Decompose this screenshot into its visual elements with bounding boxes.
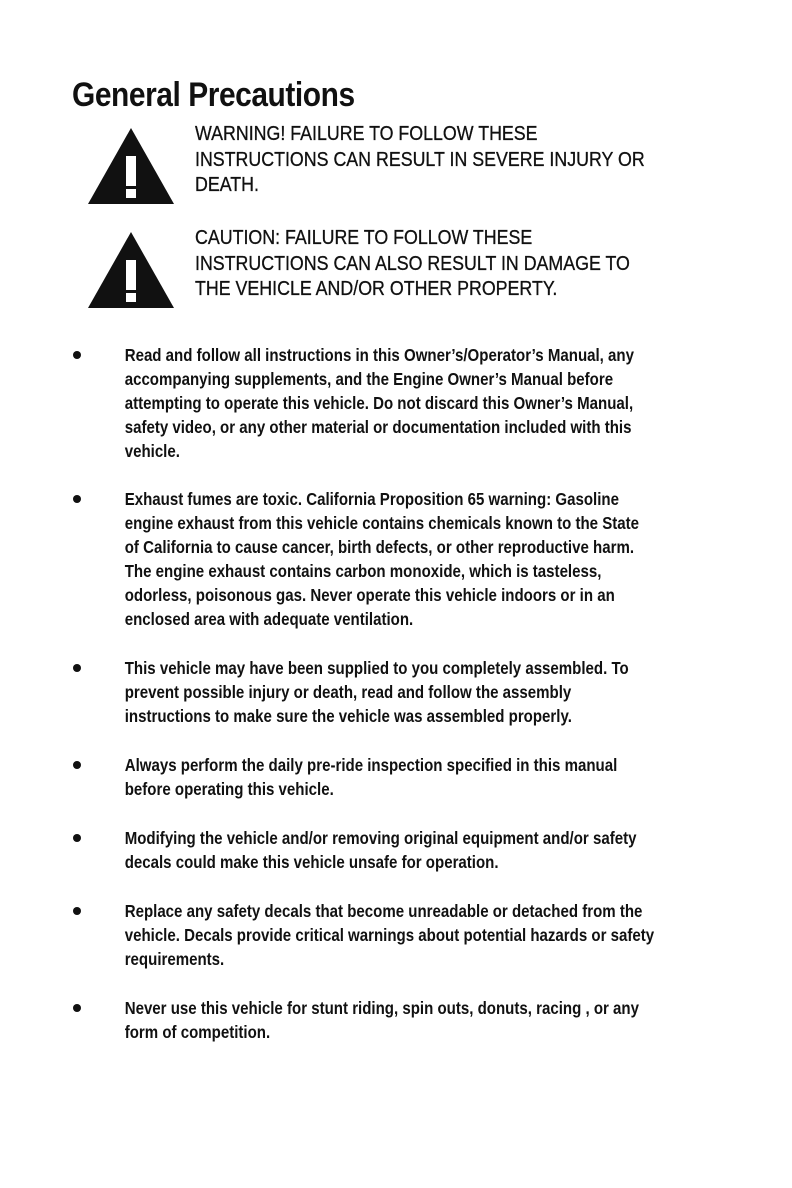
list-item (0, 899, 792, 971)
list-item-text: Always perform the daily pre-ride inspection specified in this manual before operating this vehicle. (124, 755, 618, 799)
list-item-text: Modifying the vehicle and/or removing original equipment and/or safety decals could make this vehicle unsafe for operation. (124, 828, 637, 872)
warning-text: WARNING! FAILURE TO FOLLOW THESE INSTRUCTIONS CAN RESULT IN SEVERE INJURY OR DEATH. (195, 123, 645, 196)
warning-triangle-icon (86, 230, 176, 310)
list-item-text: Read and follow all instructions in this Owner’s/Operator’s Manual, any accompanying supplements, and the Engine Owner’s Manual before attempting to operate this vehicle. Do not discard this Owner’s Manual, safety video, or any other material or documentation included with this vehicle. (124, 345, 634, 461)
list-item (0, 753, 792, 801)
list-item (0, 996, 792, 1044)
caution-text: CAUTION: FAILURE TO FOLLOW THESE INSTRUCTIONS CAN ALSO RESULT IN DAMAGE TO THE VEHICLE AND/OR OTHER PROPERTY. (195, 227, 630, 300)
warning-triangle-icon (86, 126, 176, 206)
list-item-text: This vehicle may have been supplied to you completely assembled. To prevent possible injury or death, read and follow the assembly instructions to make sure the vehicle was assembled properly. (124, 658, 629, 726)
list-item-text: Replace any safety decals that become unreadable or detached from the vehicle. Decals provide critical warnings about potential hazards or safety requirements. (124, 901, 655, 969)
list-item-text: Never use this vehicle for stunt riding, spin outs, donuts, racing , or any form of competition. (124, 998, 640, 1042)
page-title: General Precautions (72, 76, 355, 114)
list-item (0, 656, 792, 728)
list-item (0, 826, 792, 874)
list-item (0, 343, 792, 463)
list-item-text: Exhaust fumes are toxic. California Proposition 65 warning: Gasoline engine exhaust from this vehicle contains chemicals known to the State of California to cause cancer, birth defects, or other reproductive harm. The engine exhaust contains carbon monoxide, which is tasteless, odorless, poisonous gas. Never operate this vehicle indoors or in an enclosed area with adequate ventilation. (124, 489, 640, 629)
list-item (0, 487, 792, 631)
precautions-list (0, 343, 792, 1044)
